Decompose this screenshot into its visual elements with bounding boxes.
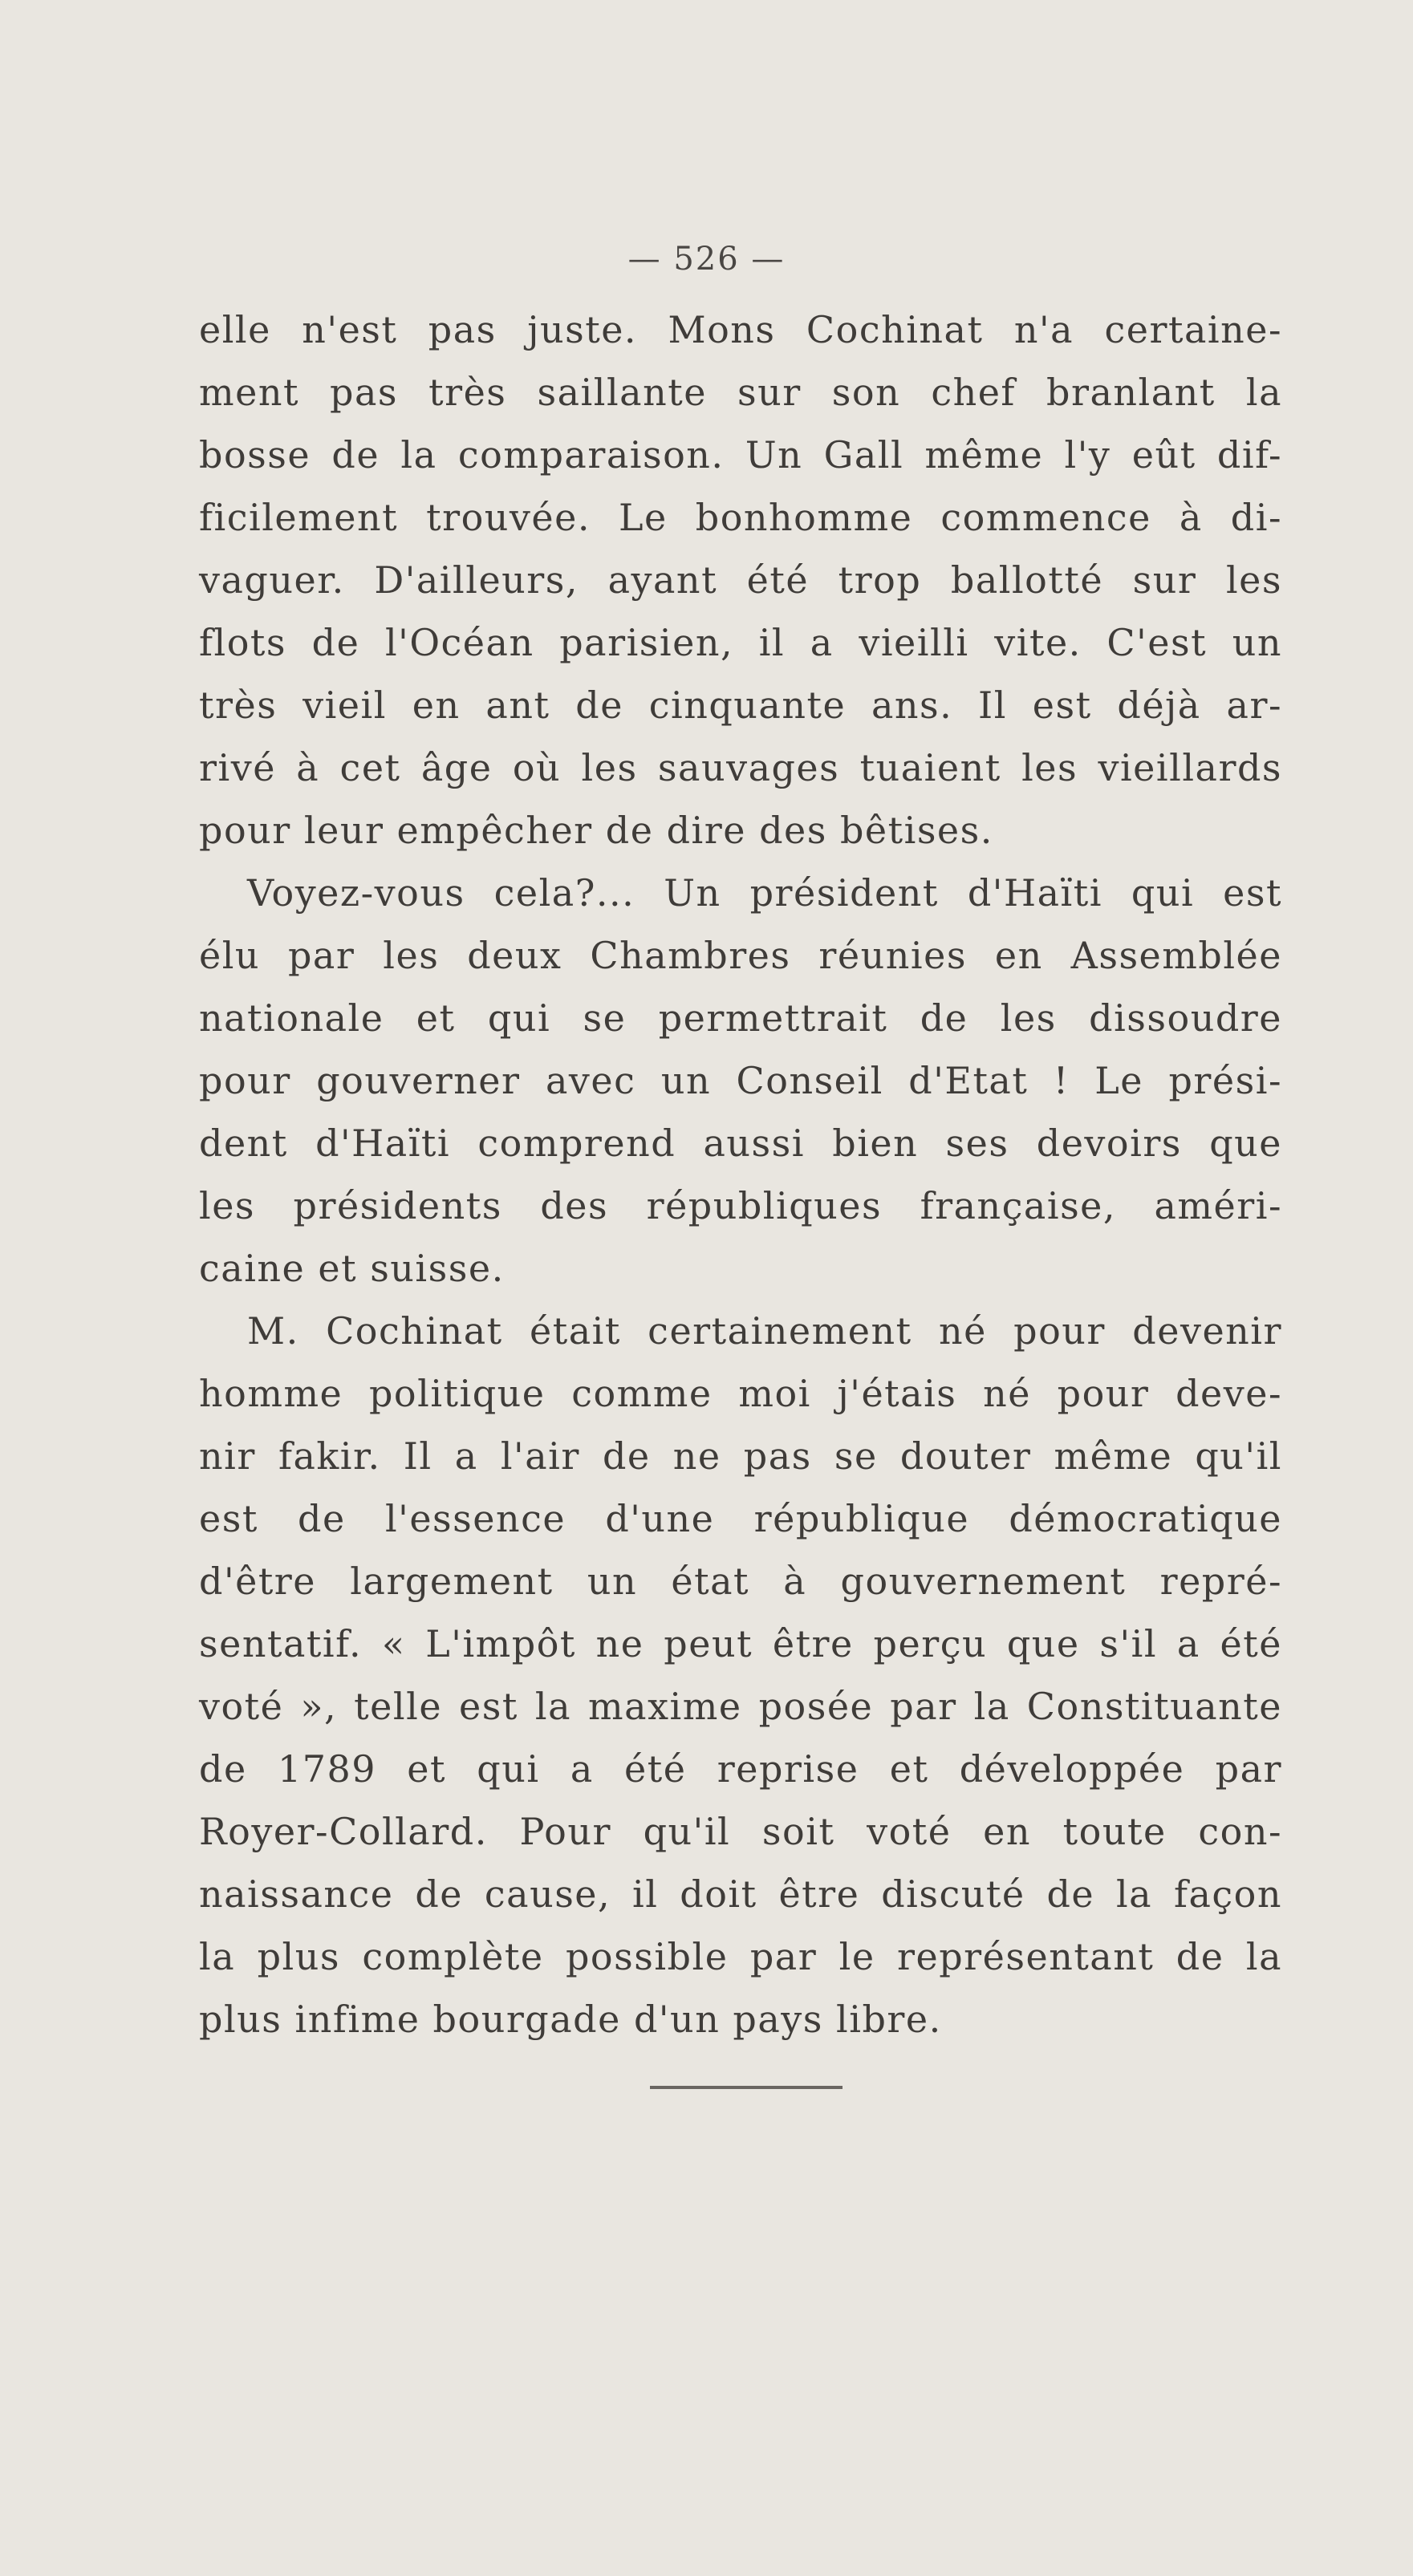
text-line: plus infime bourgade d'un pays libre.	[199, 1998, 942, 2041]
text-line: de 1789 et qui a été reprise et développée par	[199, 1747, 1282, 1791]
text-line: ment pas très saillante sur son chef branlant la	[199, 371, 1282, 414]
text-line: rivé à cet âge où les sauvages tuaient les vieillards	[199, 746, 1282, 789]
text-line: naissance de cause, il doit être discuté de la façon	[199, 1872, 1282, 1916]
text-line: voté », telle est la maxime posée par la Constituante	[199, 1685, 1282, 1728]
text-line: pour leur empêcher de dire des bêtises.	[199, 809, 993, 852]
text-line: homme politique comme moi j'étais né pour deve-	[199, 1372, 1282, 1415]
text-line: la plus complète possible par le représentant de la	[199, 1935, 1282, 1978]
text-line: caine et suisse.	[199, 1247, 505, 1290]
text-line: dent d'Haïti comprend aussi bien ses devoirs que	[199, 1122, 1282, 1165]
text-line: nationale et qui se permettrait de les dissoudre	[199, 996, 1282, 1040]
text-line: bosse de la comparaison. Un Gall même l'y eût dif-	[199, 433, 1282, 477]
text-line: nir fakir. Il a l'air de ne pas se douter même qu'il	[199, 1434, 1282, 1478]
body-text	[199, 298, 1282, 2051]
text-line: est de l'essence d'une république démocratique	[199, 1497, 1282, 1540]
end-rule	[650, 2086, 843, 2089]
text-line: d'être largement un état à gouvernement repré-	[199, 1560, 1282, 1603]
text-line: Voyez-vous cela?... Un président d'Haïti qui est	[247, 871, 1282, 915]
text-line: Royer-Collard. Pour qu'il soit voté en toute con-	[199, 1810, 1282, 1853]
text-line: M. Cochinat était certainement né pour devenir	[247, 1309, 1282, 1353]
text-line: les présidents des républiques française, améri-	[199, 1184, 1282, 1227]
text-line: vaguer. D'ailleurs, ayant été trop ballotté sur les	[199, 558, 1282, 602]
text-line: très vieil en ant de cinquante ans. Il est déjà ar-	[199, 684, 1282, 727]
page-number: — 526 —	[627, 241, 786, 278]
text-line: sentatif. « L'impôt ne peut être perçu que s'il a été	[199, 1622, 1282, 1665]
text-line: elle n'est pas juste. Mons Cochinat n'a certaine-	[199, 308, 1282, 351]
text-line: flots de l'Océan parisien, il a vieilli vite. C'est un	[199, 621, 1282, 664]
text-line: pour gouverner avec un Conseil d'Etat ! Le prési-	[199, 1059, 1282, 1102]
text-line: élu par les deux Chambres réunies en Assemblée	[199, 934, 1282, 977]
text-line: ficilement trouvée. Le bonhomme commence à di-	[199, 496, 1282, 539]
